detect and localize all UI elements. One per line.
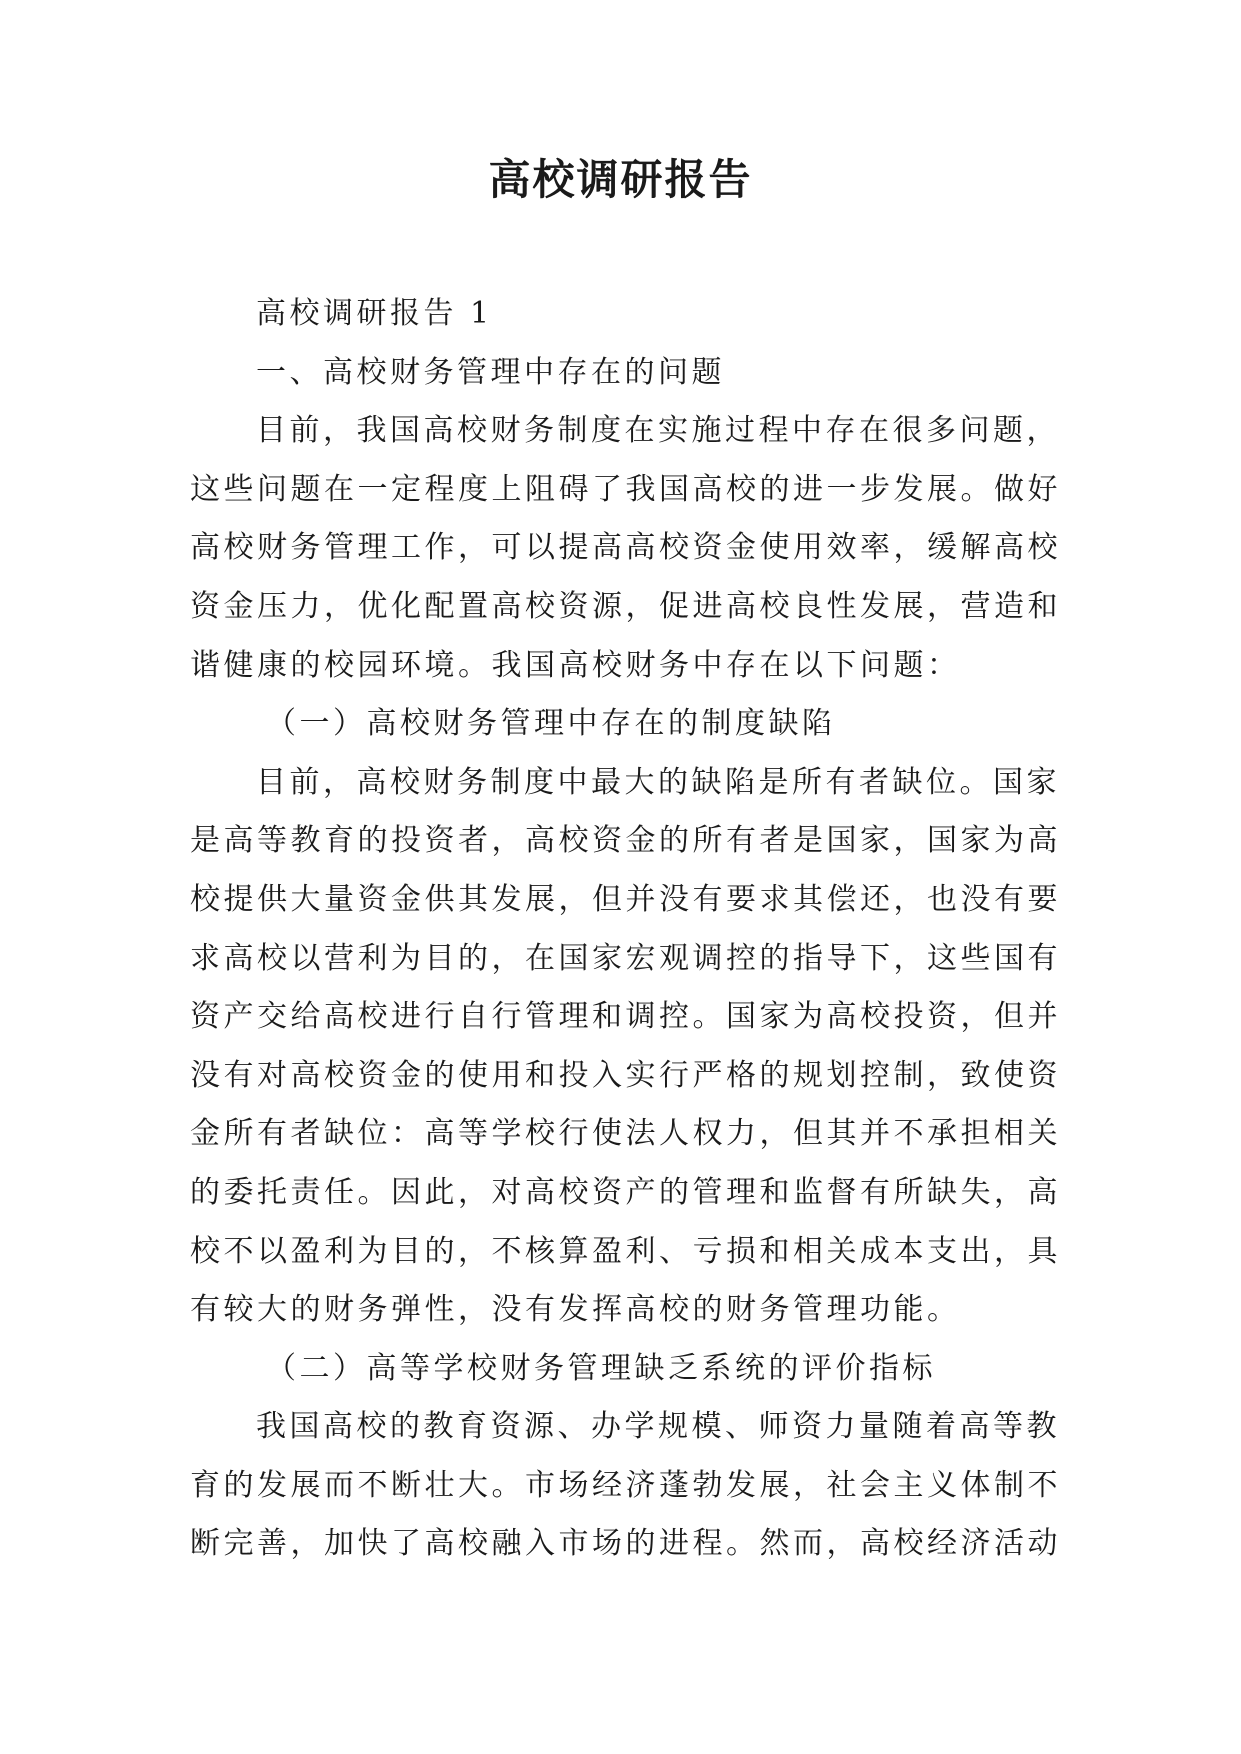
- paragraph-line: 校提供大量资金供其发展，但并没有要求其偿还，也没有要: [190, 881, 1061, 917]
- paragraph-line: 高校财务管理工作，可以提高高校资金使用效率，缓解高校: [190, 530, 1061, 566]
- paragraph-line: 校不以盈利为目的，不核算盈利、亏损和相关成本支出，具: [190, 1233, 1061, 1269]
- subsection-heading: （二）高等学校财务管理缺乏系统的评价指标: [266, 1350, 936, 1386]
- document-title: 高校调研报告: [488, 155, 753, 204]
- paragraph-line: 没有对高校资金的使用和投入实行严格的规划控制，致使资: [190, 1057, 1061, 1093]
- paragraph-line: 金所有者缺位：高等学校行使法人权力，但其并不承担相关: [190, 1116, 1061, 1152]
- paragraph-line: 求高校以营利为目的，在国家宏观调控的指导下，这些国有: [190, 940, 1061, 976]
- document-body: [190, 285, 1061, 1574]
- paragraph-line: 目前，我国高校财务制度在实施过程中存在很多问题，: [256, 413, 1060, 449]
- paragraph-line: 断完善，加快了高校融入市场的进程。然而，高校经济活动: [190, 1526, 1061, 1562]
- paragraph-line: 目前，高校财务制度中最大的缺陷是所有者缺位。国家: [256, 764, 1060, 800]
- paragraph-line: 是高等教育的投资者，高校资金的所有者是国家，国家为高: [190, 823, 1061, 859]
- paragraph-line: 我国高校的教育资源、办学规模、师资力量随着高等教: [256, 1409, 1060, 1445]
- section-heading: 一、高校财务管理中存在的问题: [256, 354, 725, 390]
- subsection-heading: （一）高校财务管理中存在的制度缺陷: [266, 706, 836, 742]
- report-subtitle: 高校调研报告 1: [256, 296, 493, 331]
- paragraph-line: 谐健康的校园环境。我国高校财务中存在以下问题：: [190, 647, 961, 683]
- paragraph-line: 有较大的财务弹性，没有发挥高校的财务管理功能。: [190, 1292, 961, 1328]
- paragraph-line: 育的发展而不断壮大。市场经济蓬勃发展，社会主义体制不: [190, 1467, 1061, 1503]
- paragraph-line: 资产交给高校进行自行管理和调控。国家为高校投资，但并: [190, 999, 1061, 1035]
- paragraph-line: 资金压力，优化配置高校资源，促进高校良性发展，营造和: [190, 588, 1061, 624]
- paragraph-line: 的委托责任。因此，对高校资产的管理和监督有所缺失，高: [190, 1174, 1061, 1210]
- paragraph-line: 这些问题在一定程度上阻碍了我国高校的进一步发展。做好: [190, 471, 1061, 507]
